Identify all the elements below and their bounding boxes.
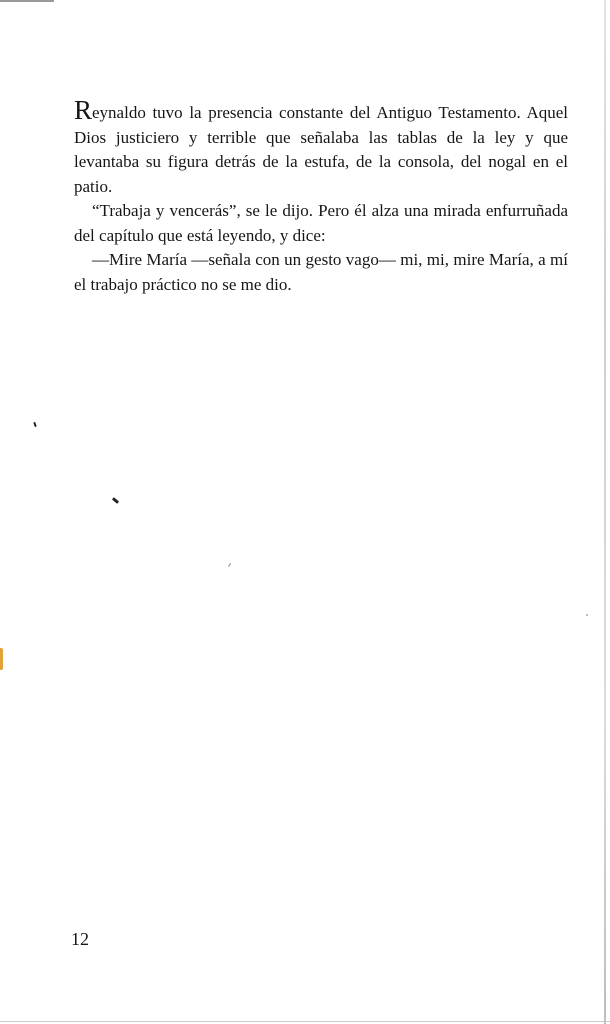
scan-speck xyxy=(33,422,37,427)
paragraph-1-text: eynaldo tuvo la presencia constante del Antiguo Testamento. Aquel Dios justiciero y terrible que señalaba las tablas de la ley y que levantaba su figura detrás de la estufa, de la consola, del nogal en el patio. xyxy=(74,103,568,196)
scan-speck xyxy=(112,497,119,504)
scan-speck xyxy=(228,563,231,567)
paragraph-2: “Trabaja y vencerás”, se le dijo. Pero él alza una mirada enfurruñada del capítulo que está leyendo, y dice: xyxy=(74,201,568,245)
scan-top-edge xyxy=(0,0,54,2)
paragraph-1 xyxy=(74,95,568,199)
paragraph-3: —Mire María —señala con un gesto vago— mi, mi, mire María, a mí el trabajo práctico no se me dio. xyxy=(74,250,568,294)
initial-letter: R xyxy=(74,95,93,125)
scan-bottom-edge xyxy=(0,1021,610,1022)
scan-speck xyxy=(586,614,588,616)
scan-edge-mark xyxy=(0,648,3,670)
body-text xyxy=(74,95,568,297)
scan-right-edge xyxy=(604,0,606,1024)
page-number: 12 xyxy=(71,929,89,949)
